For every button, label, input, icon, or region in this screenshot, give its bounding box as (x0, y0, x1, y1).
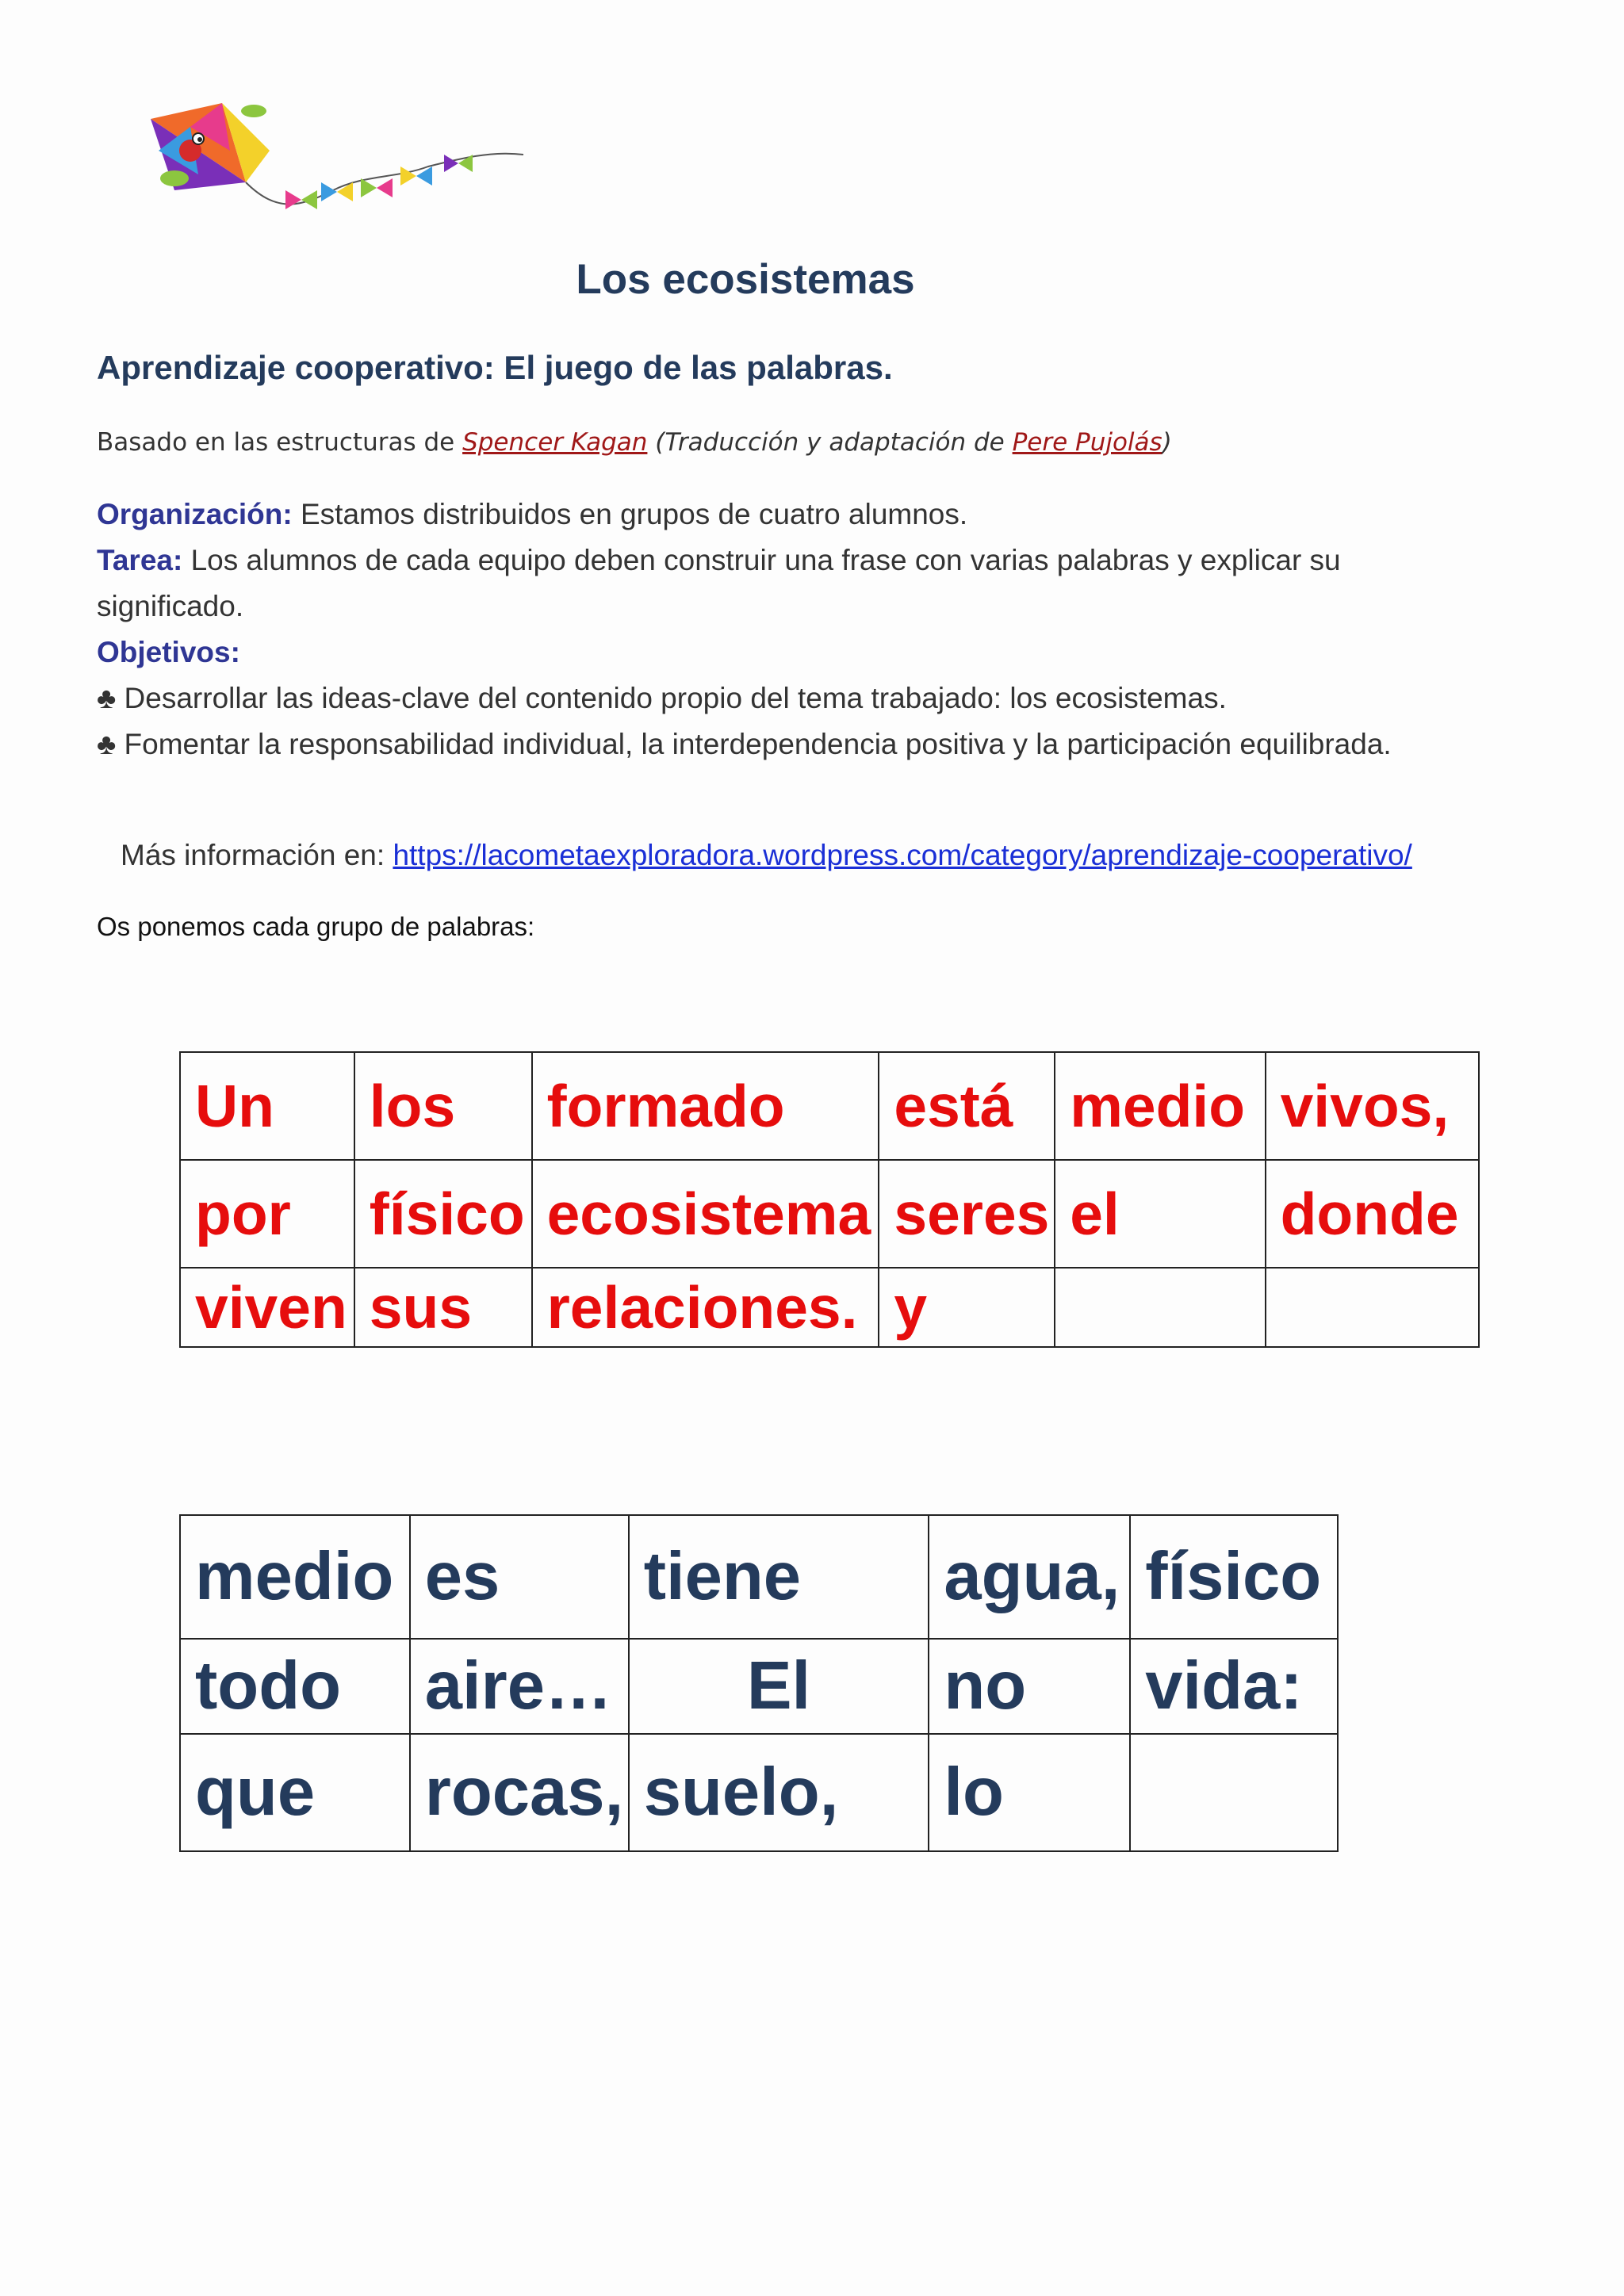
table-row (180, 1639, 1338, 1734)
organizacion-text: Estamos distribuidos en grupos de cuatro alumnos. (292, 498, 968, 530)
word-cell: agua, (929, 1515, 1130, 1639)
tarea-text: Los alumnos de cada equipo deben construir una frase con varias palabras y explicar su significado. (97, 544, 1341, 622)
more-info-link[interactable]: https://lacometaexploradora.wordpress.com/category/aprendizaje-cooperativo/ (393, 839, 1412, 871)
word-cell: donde (1266, 1160, 1479, 1268)
word-cell: relaciones. (532, 1268, 879, 1347)
attribution-middle: (Traducción y adaptación de (647, 428, 1013, 457)
objetivos-label: Objetivos: (97, 636, 240, 668)
word-cell: tiene (629, 1515, 929, 1639)
word-cell: vivos, (1266, 1052, 1479, 1160)
objetivo-item: ♣ Desarrollar las ideas-clave del contenido propio del tema trabajado: los ecosistemas. (97, 682, 1227, 714)
word-cell: el (1055, 1160, 1265, 1268)
word-cell: físico (1130, 1515, 1338, 1639)
word-table-red (179, 1051, 1480, 1348)
intro-text: Os ponemos cada grupo de palabras: (97, 912, 535, 941)
word-cell: seres (879, 1160, 1055, 1268)
tarea-line (97, 538, 1461, 629)
word-cell: suelo, (629, 1734, 929, 1851)
word-cell: es (410, 1515, 629, 1639)
word-table-blue (179, 1514, 1339, 1852)
word-cell: todo (180, 1639, 410, 1734)
word-cell: que (180, 1734, 410, 1851)
word-cell: sus (354, 1268, 532, 1347)
table-row (180, 1160, 1479, 1268)
word-cell (1130, 1734, 1338, 1851)
word-cell (1055, 1268, 1265, 1347)
table-row (180, 1268, 1479, 1347)
word-cell: lo (929, 1734, 1130, 1851)
word-cell: ecosistema (532, 1160, 879, 1268)
word-cell: no (929, 1639, 1130, 1734)
word-cell: formado (532, 1052, 879, 1160)
spencer-kagan-link[interactable]: Spencer Kagan (462, 428, 648, 457)
more-info-label: Más información en: (121, 839, 393, 871)
organizacion-line (97, 492, 1461, 538)
attribution-line (97, 428, 1172, 457)
objetivo-item: ♣ Fomentar la responsabilidad individual, la interdependencia positiva y la participación equilibrada. (97, 728, 1392, 760)
word-cell: está (879, 1052, 1055, 1160)
word-cell: vida: (1130, 1639, 1338, 1734)
page-title: Los ecosistemas (576, 256, 915, 303)
word-cell: medio (180, 1515, 410, 1639)
word-cell: Un (180, 1052, 354, 1160)
word-cell: El (629, 1639, 929, 1734)
table-row (180, 1515, 1338, 1639)
more-info-line (121, 839, 1412, 872)
kite-logo (143, 103, 531, 230)
word-cell (1266, 1268, 1479, 1347)
attribution-suffix: ) (1162, 428, 1172, 457)
page-subtitle: Aprendizaje cooperativo: El juego de las palabras. (97, 349, 893, 386)
organizacion-label: Organización: (97, 498, 293, 530)
word-cell: rocas, (410, 1734, 629, 1851)
word-cell: aire… (410, 1639, 629, 1734)
attribution-prefix: Basado en las estructuras de (97, 428, 463, 457)
table-row (180, 1734, 1338, 1851)
word-cell: por (180, 1160, 354, 1268)
table-row (180, 1052, 1479, 1160)
word-cell: medio (1055, 1052, 1265, 1160)
word-cell: y (879, 1268, 1055, 1347)
activity-details (97, 492, 1461, 767)
pere-pujolas-link[interactable]: Pere Pujolás (1012, 428, 1162, 457)
tarea-label: Tarea: (97, 544, 183, 576)
word-cell: físico (354, 1160, 532, 1268)
word-cell: viven (180, 1268, 354, 1347)
word-cell: los (354, 1052, 532, 1160)
